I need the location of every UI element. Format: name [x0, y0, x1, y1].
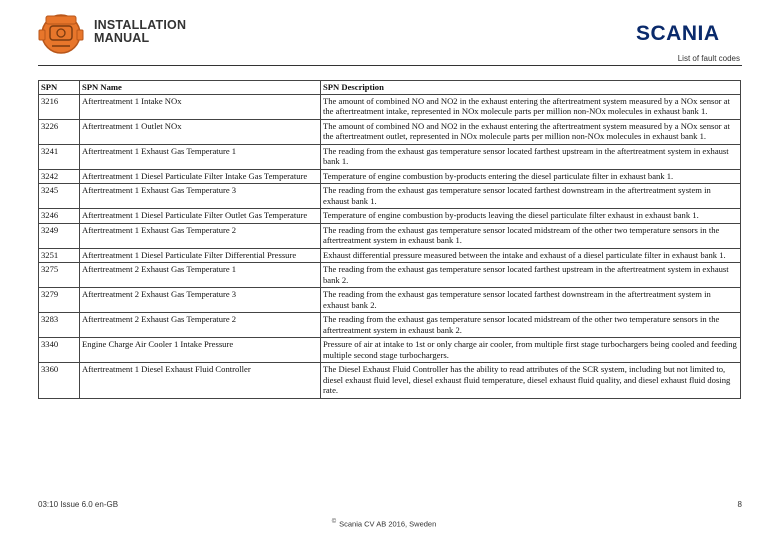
cell-spn-description: The reading from the exhaust gas temperature sensor located farthest upstream in the aftertreatment system in exhaust bank 1. [321, 144, 741, 169]
cell-spn-name: Aftertreatment 2 Exhaust Gas Temperature 3 [80, 288, 321, 313]
table-row [39, 94, 741, 119]
table-row [39, 363, 741, 399]
cell-spn-name: Aftertreatment 1 Exhaust Gas Temperature 3 [80, 184, 321, 209]
cell-spn-name: Aftertreatment 2 Exhaust Gas Temperature 2 [80, 313, 321, 338]
cell-spn: 3251 [39, 248, 80, 263]
fault-codes-table [38, 80, 741, 399]
engine-logo-icon [34, 10, 88, 56]
table-row [39, 223, 741, 248]
cell-spn-description: The reading from the exhaust gas temperature sensor located midstream of the other two temperature sensors in the aftertreatment system in exhaust bank 1. [321, 223, 741, 248]
copyright-text: Scania CV AB 2016, Sweden [339, 519, 437, 529]
cell-spn: 3246 [39, 209, 80, 224]
brand-logo: SCANIA [636, 22, 720, 45]
issue-info: 03:10 Issue 6.0 en-GB [38, 500, 119, 509]
cell-spn: 3279 [39, 288, 80, 313]
cell-spn: 3241 [39, 144, 80, 169]
table-row [39, 288, 741, 313]
cell-spn-description: Exhaust differential pressure measured between the intake and exhaust of a diesel particulate filter in exhaust bank 1. [321, 248, 741, 263]
cell-spn: 3242 [39, 169, 80, 184]
table-row [39, 313, 741, 338]
manual-title-line2: MANUAL [94, 31, 150, 45]
cell-spn-description: The reading from the exhaust gas temperature sensor located farthest upstream in the aftertreatment system in exhaust bank 2. [321, 263, 741, 288]
copyright-symbol: © [331, 519, 337, 525]
section-title: List of fault codes [677, 54, 740, 63]
cell-spn: 3226 [39, 119, 80, 144]
cell-spn-description: The reading from the exhaust gas temperature sensor located farthest downstream in the aftertreatment system in exhaust bank 1. [321, 184, 741, 209]
cell-spn: 3249 [39, 223, 80, 248]
cell-spn: 3216 [39, 94, 80, 119]
cell-spn-description: The reading from the exhaust gas temperature sensor located midstream of the other two temperature sensors in the aftertreatment system in exhaust bank 2. [321, 313, 741, 338]
cell-spn-description: The amount of combined NO and NO2 in the exhaust entering the aftertreatment system measured by a NOx sensor at the aftertreatment intake, represented in NOx molecule parts per million non-NOx molecules in exhaust bank 1. [321, 94, 741, 119]
cell-spn-description: Temperature of engine combustion by-products leaving the diesel particulate filter exhaust in exhaust bank 1. [321, 209, 741, 224]
cell-spn-name: Aftertreatment 1 Exhaust Gas Temperature 2 [80, 223, 321, 248]
table-row [39, 119, 741, 144]
cell-spn-description: Temperature of engine combustion by-products entering the diesel particulate filter in exhaust bank 1. [321, 169, 741, 184]
table-row [39, 144, 741, 169]
cell-spn-name: Aftertreatment 1 Exhaust Gas Temperature 1 [80, 144, 321, 169]
cell-spn-name: Aftertreatment 1 Diesel Exhaust Fluid Controller [80, 363, 321, 399]
cell-spn-name: Aftertreatment 1 Outlet NOx [80, 119, 321, 144]
table-row [39, 248, 741, 263]
cell-spn-name: Engine Charge Air Cooler 1 Intake Pressure [80, 338, 321, 363]
column-header-spn-description: SPN Description [321, 81, 741, 95]
cell-spn-name: Aftertreatment 1 Diesel Particulate Filter Differential Pressure [80, 248, 321, 263]
copyright-notice [0, 519, 768, 529]
header-divider [38, 65, 742, 66]
table-row [39, 263, 741, 288]
cell-spn: 3275 [39, 263, 80, 288]
cell-spn: 3245 [39, 184, 80, 209]
table-header-row [39, 81, 741, 95]
cell-spn-name: Aftertreatment 2 Exhaust Gas Temperature 1 [80, 263, 321, 288]
cell-spn: 3360 [39, 363, 80, 399]
cell-spn-description: The Diesel Exhaust Fluid Controller has the ability to read attributes of the SCR system, including but not limited to, diesel exhaust fluid level, diesel exhaust fluid temperature, diesel exhaust fluid quality, and diesel exhaust fluid dosing rate. [321, 363, 741, 399]
page-number: 8 [737, 500, 742, 509]
manual-title [94, 19, 186, 45]
cell-spn-description: The reading from the exhaust gas temperature sensor located farthest downstream in the aftertreatment system in exhaust bank 2. [321, 288, 741, 313]
column-header-spn-name: SPN Name [80, 81, 321, 95]
table-row [39, 209, 741, 224]
cell-spn-name: Aftertreatment 1 Diesel Particulate Filter Outlet Gas Temperature [80, 209, 321, 224]
table-row [39, 338, 741, 363]
cell-spn-description: The amount of combined NO and NO2 in the exhaust entering the aftertreatment system measured by a NOx sensor at the aftertreatment outlet, represented in NOx molecule parts per million non-NOx molecules in exhaust bank 1. [321, 119, 741, 144]
column-header-spn: SPN [39, 81, 80, 95]
table-row [39, 169, 741, 184]
cell-spn-name: Aftertreatment 1 Diesel Particulate Filter Intake Gas Temperature [80, 169, 321, 184]
cell-spn: 3340 [39, 338, 80, 363]
cell-spn-description: Pressure of air at intake to 1st or only charge air cooler, from multiple first stage turbochargers being cooled and feeding multiple second stage turbochargers. [321, 338, 741, 363]
cell-spn: 3283 [39, 313, 80, 338]
cell-spn-name: Aftertreatment 1 Intake NOx [80, 94, 321, 119]
table-row [39, 184, 741, 209]
manual-title-line1: INSTALLATION [94, 18, 187, 32]
